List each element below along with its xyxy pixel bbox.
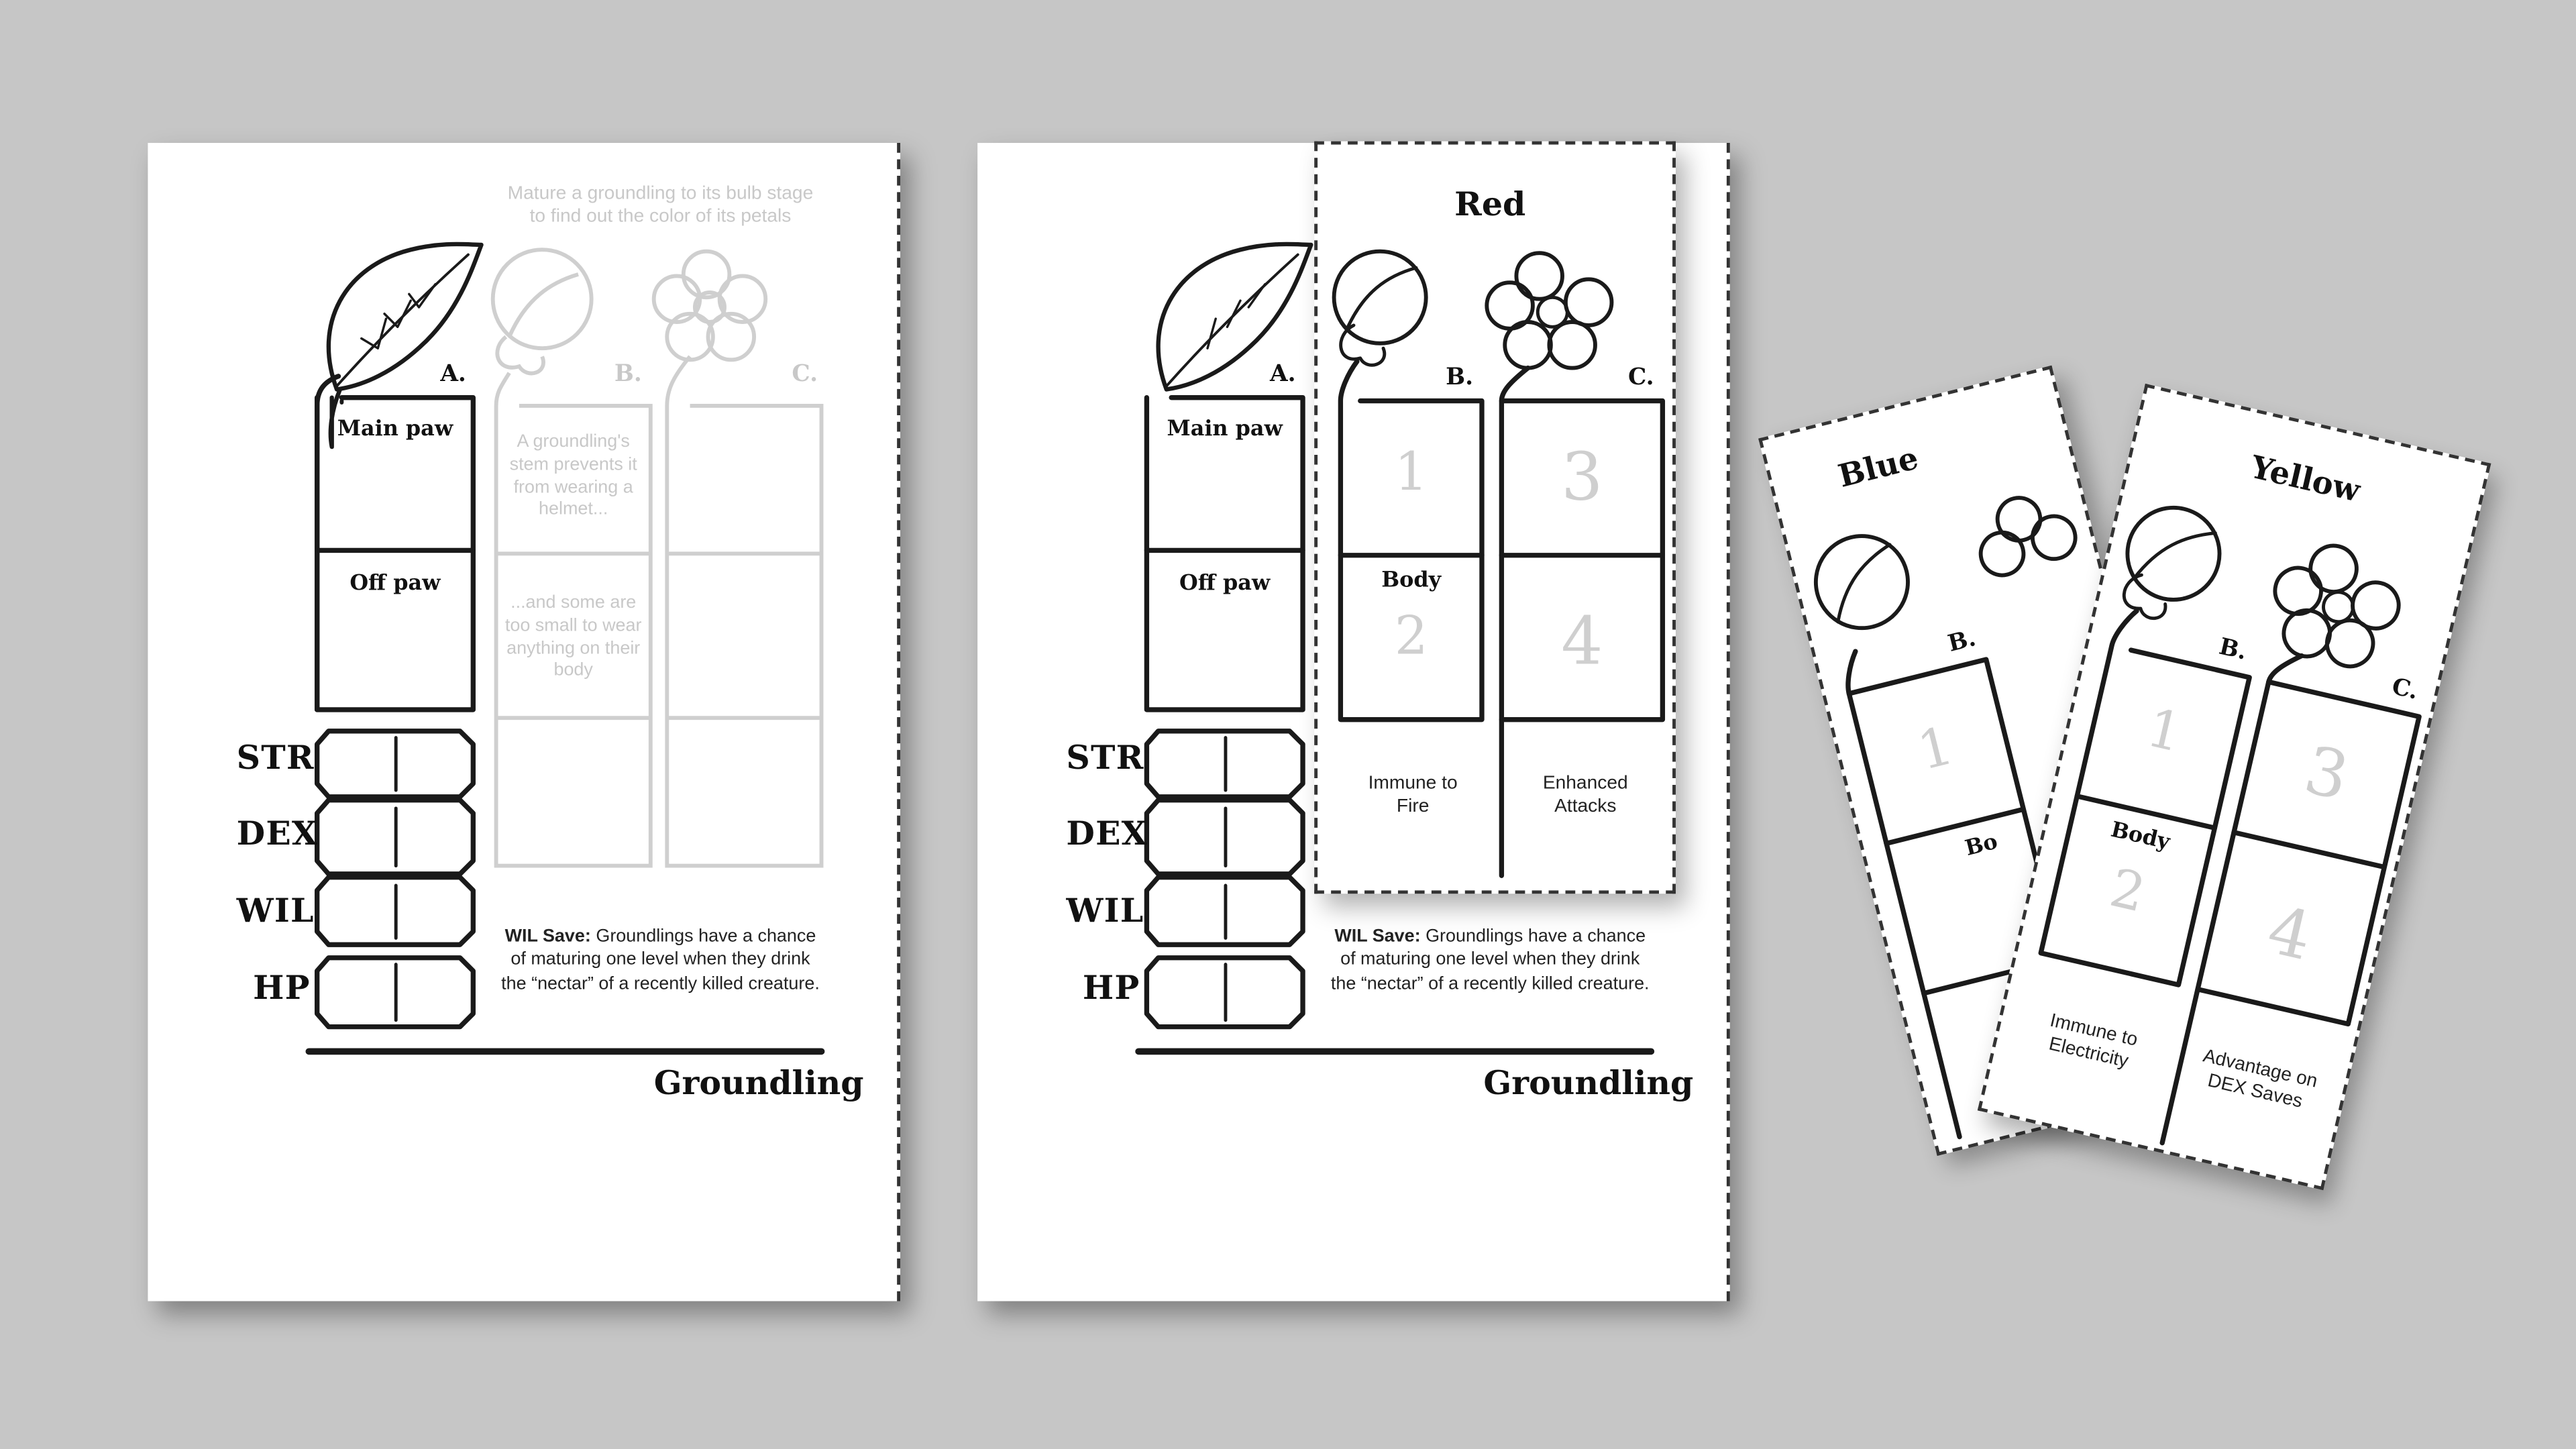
sheet-title: Groundling [653,1063,864,1103]
stat-dex-label: DEX [236,813,319,853]
stat-str-label: STR [1066,737,1144,777]
wil-save-body: Groundlings have a chance of maturing one level when they drink the “nectar” of a recently killed creature. [1330,926,1650,994]
main-paw-label: Main paw [1167,417,1283,442]
wil-save-text [1329,925,1651,996]
trait-b: Immune to Fire [1368,773,1458,818]
stage-b-label: B. [1945,625,1979,658]
red-color-card [1314,142,1676,894]
body-label: Body [2108,818,2172,856]
slot-2: 2 [1394,604,1428,667]
stage-a-label: A. [1270,361,1296,388]
stage-c-label: C. [1627,364,1654,391]
main-paw-label: Main paw [337,417,453,442]
slot-3: 3 [1561,440,1603,516]
stage-a-label: A. [440,361,466,388]
card-color-title: Red [1454,184,1526,224]
helmet-note: A groundling's stem prevents it from wearing a helmet... [509,432,637,520]
slot-4: 4 [2260,893,2319,977]
stage-c-label: C. [792,361,818,388]
slot-3: 3 [2298,733,2356,816]
stat-boxes [1146,731,1303,1027]
stat-dex-label: DEX [1066,813,1148,853]
stage-c-label: C. [2389,674,2421,706]
stage-b-label: B. [2216,634,2249,666]
slot-1: 1 [1911,714,1960,783]
off-paw-label: Off paw [350,572,441,596]
trait-c: Advantage on DEX Saves [2201,1046,2320,1113]
body-label: Bo [1963,830,2000,862]
bulb-icon [1334,252,1426,366]
stage-b-label: B. [614,361,642,388]
card-color-title: Blue [1835,440,1923,496]
wil-save-body: Groundlings have a chance of maturing one level when they drink the “nectar” of a recently killed creature. [501,926,820,994]
card-color-title: Yellow [2247,449,2363,510]
wil-save-text [499,925,821,996]
trait-c: Enhanced Attacks [1542,773,1628,818]
slot-1: 1 [2141,696,2188,765]
stat-hp-label: HP [253,967,311,1008]
bulb-color-hint: Mature a groundling to its bulb stage to find out the color of its petals [507,184,814,227]
wil-save-label: WIL Save: [1334,926,1421,947]
slot-2: 2 [2104,856,2151,925]
off-paw-label: Off paw [1179,572,1271,596]
stat-boxes [317,731,474,1027]
stat-hp-label: HP [1082,967,1140,1008]
slot-4: 4 [1561,604,1603,680]
stage-b-label: B. [1446,364,1474,391]
groundling-sheet-blank [148,143,900,1301]
slot-1: 1 [1394,440,1428,503]
bulb-icon-faded [493,250,651,865]
leaf-icon [329,244,482,447]
trait-b: Immune to Electricity [2047,1011,2140,1073]
stat-wil-label: WIL [236,890,315,930]
groundling-plant-drawing [148,143,897,1301]
stat-str-label: STR [236,737,315,777]
body-label: Body [1381,568,1442,594]
wil-save-label: WIL Save: [504,926,591,947]
body-note: ...and some are too small to wear anything on their body [504,593,642,681]
sheet-title: Groundling [1483,1063,1694,1103]
flower-icon [1487,253,1611,368]
flower-icon-faded [654,252,822,866]
stat-wil-label: WIL [1066,890,1144,930]
